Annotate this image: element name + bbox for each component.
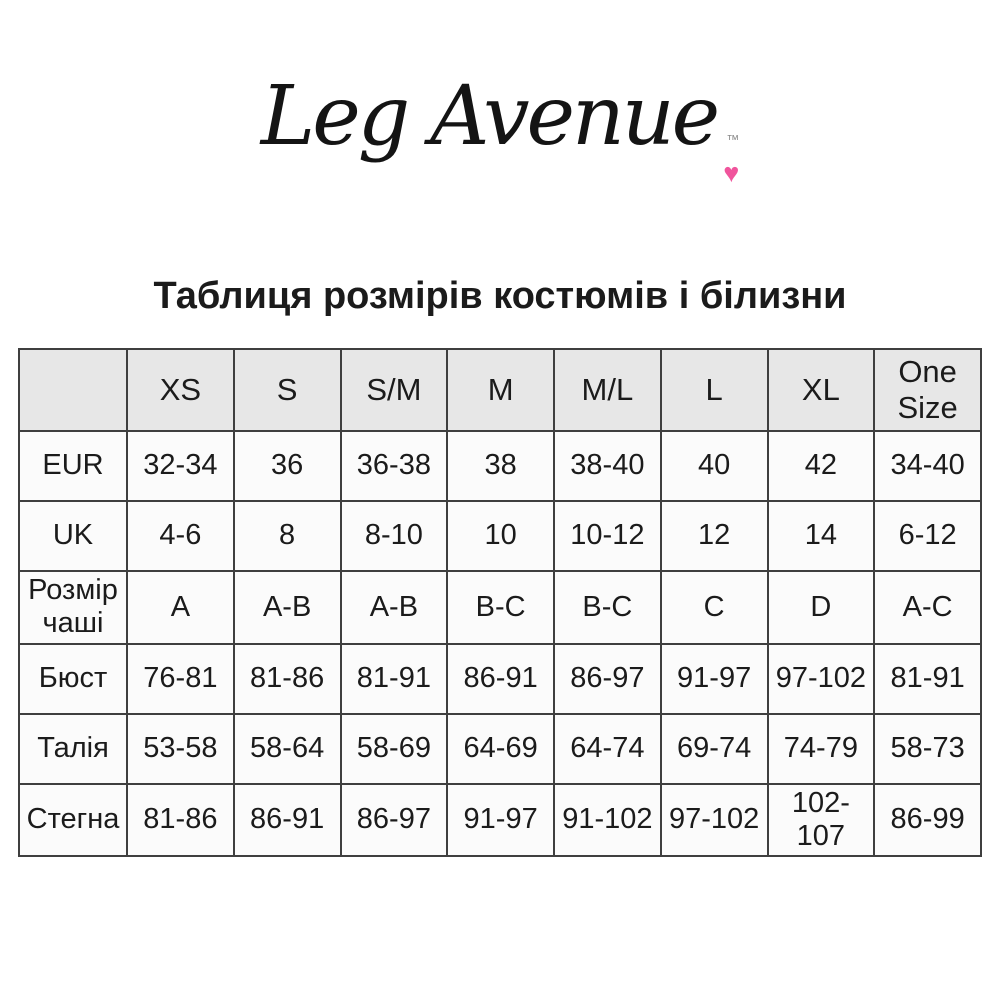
- heart-icon: ♥: [723, 158, 740, 188]
- page-title: Таблиця розмірів костюмів і білизни: [153, 275, 847, 317]
- size-cell: 14: [768, 501, 875, 571]
- size-column-header: XL: [768, 349, 875, 431]
- size-cell: 12: [661, 501, 768, 571]
- size-cell: 97-102: [661, 784, 768, 857]
- size-cell: 81-91: [341, 644, 448, 714]
- size-cell: 81-86: [234, 644, 341, 714]
- table-row: [19, 714, 981, 784]
- size-cell: A-B: [234, 571, 341, 644]
- size-cell: 8-10: [341, 501, 448, 571]
- table-row: [19, 644, 981, 714]
- size-cell: 36-38: [341, 431, 448, 501]
- size-cell: B-C: [554, 571, 661, 644]
- size-cell: 38: [447, 431, 554, 501]
- size-cell: 86-91: [234, 784, 341, 857]
- size-cell: 8: [234, 501, 341, 571]
- size-column-header: L: [661, 349, 768, 431]
- size-cell: 4-6: [127, 501, 234, 571]
- size-cell: 34-40: [874, 431, 981, 501]
- size-cell: D: [768, 571, 875, 644]
- size-column-header: XS: [127, 349, 234, 431]
- size-cell: A-C: [874, 571, 981, 644]
- size-cell: 58-69: [341, 714, 448, 784]
- size-cell: B-C: [447, 571, 554, 644]
- size-table: [18, 348, 982, 857]
- size-cell: 81-91: [874, 644, 981, 714]
- size-cell: 91-97: [661, 644, 768, 714]
- size-cell: 32-34: [127, 431, 234, 501]
- size-column-header: M: [447, 349, 554, 431]
- size-cell: 69-74: [661, 714, 768, 784]
- corner-cell: [19, 349, 127, 431]
- size-cell: 58-73: [874, 714, 981, 784]
- size-cell: 6-12: [874, 501, 981, 571]
- row-label: Талія: [19, 714, 127, 784]
- size-column-header: S/M: [341, 349, 448, 431]
- row-label: Бюст: [19, 644, 127, 714]
- size-table-head: [19, 349, 981, 431]
- size-cell: 102-107: [768, 784, 875, 857]
- size-cell: 86-99: [874, 784, 981, 857]
- size-cell: 76-81: [127, 644, 234, 714]
- size-cell: 74-79: [768, 714, 875, 784]
- size-cell: 42: [768, 431, 875, 501]
- table-row: [19, 501, 981, 571]
- size-cell: 10-12: [554, 501, 661, 571]
- size-cell: 91-97: [447, 784, 554, 857]
- size-cell: 38-40: [554, 431, 661, 501]
- table-row: [19, 431, 981, 501]
- size-cell: 58-64: [234, 714, 341, 784]
- row-label: UK: [19, 501, 127, 571]
- size-cell: A: [127, 571, 234, 644]
- size-table-body: [19, 431, 981, 856]
- size-cell: 86-91: [447, 644, 554, 714]
- size-cell: 36: [234, 431, 341, 501]
- trademark-symbol: ™: [726, 132, 740, 147]
- brand-logo: [0, 69, 1000, 188]
- table-row: [19, 571, 981, 644]
- size-table-header-row: [19, 349, 981, 431]
- table-row: [19, 784, 981, 857]
- size-cell: 10: [447, 501, 554, 571]
- size-cell: A-B: [341, 571, 448, 644]
- size-cell: 86-97: [554, 644, 661, 714]
- size-cell: 86-97: [341, 784, 448, 857]
- size-cell: 97-102: [768, 644, 875, 714]
- row-label: Стегна: [19, 784, 127, 857]
- size-column-header: M/L: [554, 349, 661, 431]
- size-column-header: S: [234, 349, 341, 431]
- brand-logo-mark: [723, 133, 739, 187]
- size-cell: 91-102: [554, 784, 661, 857]
- size-cell: 64-74: [554, 714, 661, 784]
- size-cell: 81-86: [127, 784, 234, 857]
- size-cell: 40: [661, 431, 768, 501]
- size-cell: C: [661, 571, 768, 644]
- brand-logo-text: Leg Avenue: [260, 69, 718, 164]
- row-label: Розмір чаші: [19, 571, 127, 644]
- size-cell: 64-69: [447, 714, 554, 784]
- size-cell: 53-58: [127, 714, 234, 784]
- row-label: EUR: [19, 431, 127, 501]
- size-column-header: One Size: [874, 349, 981, 431]
